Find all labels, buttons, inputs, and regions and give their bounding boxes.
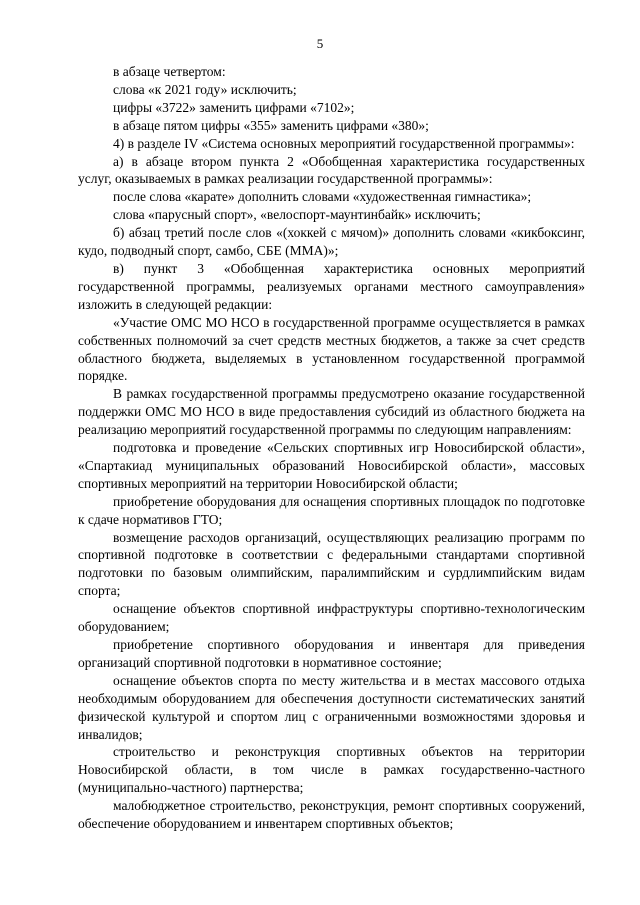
paragraph: «Участие ОМС МО НСО в государственной программе осуществляется в рамках собственных полномочий за счет средств местных бюджетов, а также за счет средств областного бюджета, выделяемых в установленном государственной программой порядке. [78, 314, 585, 384]
paragraph: малобюджетное строительство, реконструкция, ремонт спортивных сооружений, обеспечение оборудованием и инвентарем спортивных объектов; [78, 798, 585, 832]
paragraph: а) в абзаце втором пункта 2 «Обобщенная характеристика государственных услуг, оказываемых в рамках реализации государственной программы»: [78, 153, 585, 187]
paragraph: слова «парусный спорт», «велоспорт-маунтинбайк» исключить; [113, 207, 481, 223]
paragraph: после слова «карате» дополнить словами «художественная гимнастика»; [113, 189, 532, 205]
paragraph: 4) в разделе IV «Система основных мероприятий государственной программы»: [113, 135, 575, 151]
paragraph: строительство и реконструкция спортивных объектов на территории Новосибирской области, в том числе в рамках государственно-частного (муниципально-частного) партнерства; [78, 744, 585, 796]
paragraph: оснащение объектов спортивной инфраструктуры спортивно-технологическим оборудованием; [78, 601, 585, 635]
paragraph: в абзаце пятом цифры «355» заменить цифрами «380»; [113, 117, 429, 133]
document-body [78, 63, 585, 833]
page-number: 5 [316, 36, 324, 51]
paragraph: приобретение спортивного оборудования и инвентаря для приведения организаций спортивной подготовки в нормативное состояние; [78, 637, 585, 670]
paragraph: приобретение оборудования для оснащения спортивных площадок по подготовке к сдаче нормативов ГТО; [78, 493, 585, 527]
paragraph: в) пункт 3 «Обобщенная характеристика основных мероприятий государственной программы, реализуемых органами местного самоуправления» изложить в следующей редакции: [78, 260, 585, 312]
paragraph: в абзаце четвертом: [113, 64, 226, 79]
paragraph: цифры «3722» заменить цифрами «7102»; [113, 99, 355, 115]
paragraph: возмещение расходов организаций, осуществляющих реализацию программ по спортивной подготовке в соответствии с федеральными стандартами спортивной подготовки по базовым олимпийским, паралимпийским и сурдлимпийским видам спорта; [78, 529, 585, 599]
paragraph: подготовка и проведение «Сельских спортивных игр Новосибирской области», «Спартакиад муниципальных образований Новосибирской области», массовых спортивных мероприятий на территории Новосибирской области; [78, 440, 585, 491]
paragraph: б) абзац третий после слов «(хоккей с мячом)» дополнить словами «кикбоксинг, кудо, подводный спорт, самбо, СБЕ (ММА)»; [78, 225, 585, 259]
paragraph: оснащение объектов спорта по месту жительства и в местах массового отдыха необходимым оборудованием для обеспечения доступности систематических занятий физической культурой и спортом лиц с ограниченными возможностями здоровья и инвалидов; [78, 672, 585, 742]
paragraph: В рамках государственной программы предусмотрено оказание государственной поддержки ОМС МО НСО в виде предоставления субсидий из областного бюджета на реализацию мероприятий государственной программы по следующим направлениям: [78, 386, 585, 438]
paragraph: слова «к 2021 году» исключить; [113, 81, 297, 97]
